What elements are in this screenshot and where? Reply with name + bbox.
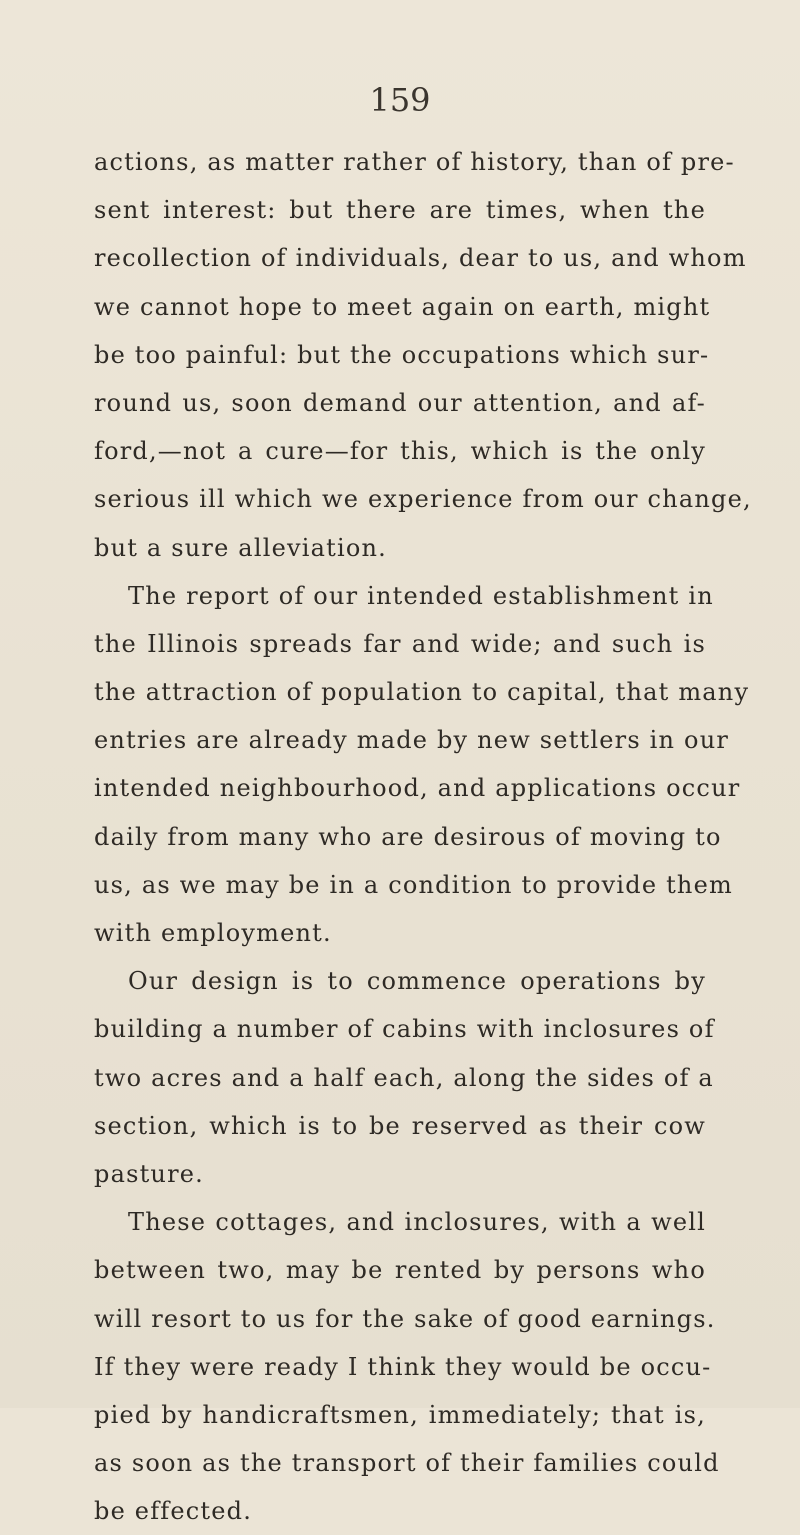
text-line: recollection of individuals, dear to us, and whom — [94, 244, 747, 273]
text-line: two acres and a half each, along the sides of a — [94, 1063, 714, 1092]
text-line: building a number of cabins with inclosures of — [94, 1015, 715, 1044]
text-line: actions, as matter rather of history, than of pre- — [94, 148, 735, 176]
text-line: section, which is to be reserved as their cow — [94, 1111, 706, 1140]
text-line: pied by handicraftsmen, immediately; that is, — [94, 1400, 706, 1429]
text-line: round us, soon demand our attention, and af- — [94, 388, 706, 417]
text-line: we cannot hope to meet again on earth, might — [94, 292, 711, 321]
text-line: will resort to us for the sake of good earnings. — [94, 1304, 716, 1333]
text-line: but a sure alleviation. — [94, 533, 387, 562]
text-line: between two, may be rented by persons who — [94, 1256, 706, 1285]
text-line: The report of our intended establishment in — [128, 581, 714, 610]
text-line: as soon as the transport of their families could — [94, 1449, 720, 1478]
text-line: daily from many who are desirous of moving to — [94, 822, 722, 851]
text-line: serious ill which we experience from our change, — [94, 485, 752, 514]
text-line: Our design is to commence operations by — [128, 967, 706, 996]
page-number: 159 — [369, 81, 431, 119]
text-line: intended neighbourhood, and applications occur — [94, 774, 741, 803]
text-line: us, as we may be in a condition to provide them — [94, 870, 733, 899]
text-line: with employment. — [94, 919, 332, 947]
text-line: sent interest: but there are times, when the — [94, 196, 706, 225]
text-line: ford,—not a cure—for this, which is the only — [94, 437, 706, 466]
text-line: be effected. — [94, 1497, 253, 1526]
text-line: If they were ready I think they would be occu- — [94, 1352, 712, 1381]
text-line: entries are already made by new settlers in our — [94, 726, 730, 755]
text-line: the attraction of population to capital, that many — [94, 678, 750, 707]
text-line: be too painful: but the occupations which sur- — [94, 340, 710, 369]
page-text — [94, 138, 752, 1535]
text-line: the Illinois spreads far and wide; and such is — [94, 629, 706, 658]
text-line: pasture. — [94, 1159, 204, 1188]
text-line: These cottages, and inclosures, with a well — [128, 1208, 706, 1237]
